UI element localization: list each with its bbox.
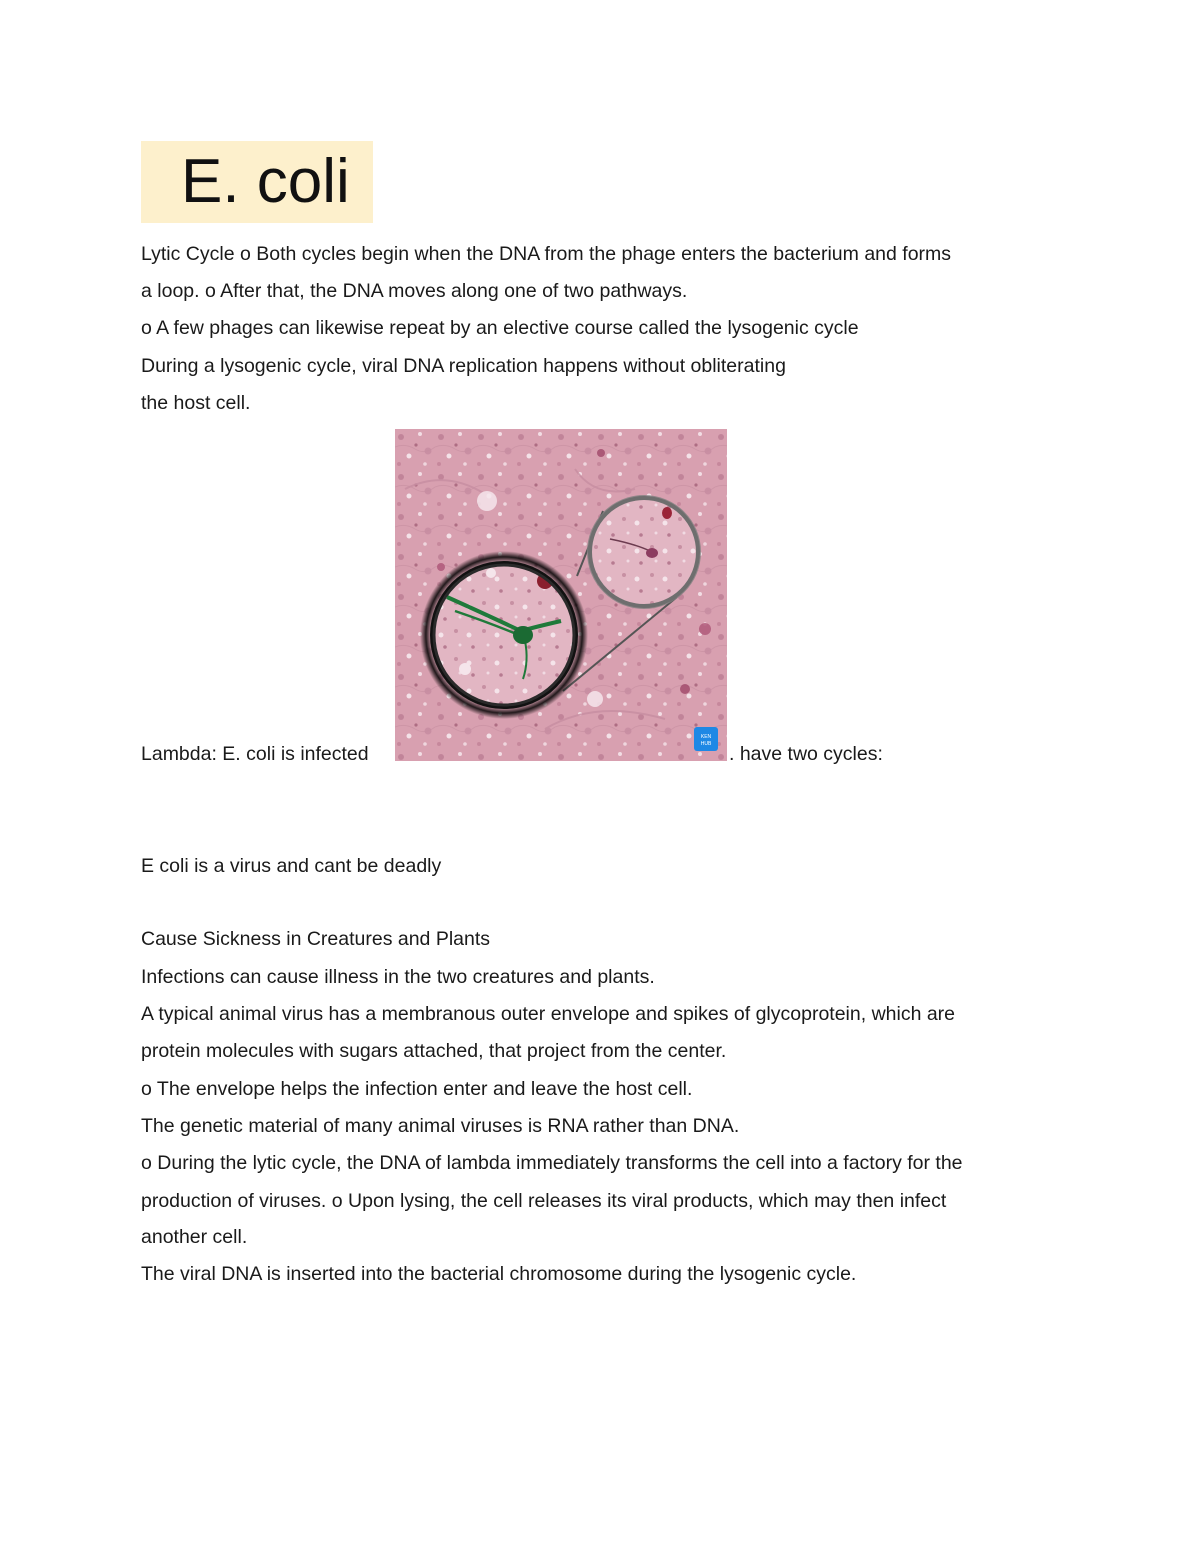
title-highlight — [141, 141, 373, 223]
section-heading: Cause Sickness in Creatures and Plants — [141, 928, 491, 950]
kenhub-logo-text: KEN — [700, 734, 712, 740]
lambda-text-after: . have two cycles: — [729, 743, 883, 765]
paragraph-line: o The envelope helps the infection enter and leave the host cell. — [141, 1078, 693, 1100]
paragraph-line: o During the lytic cycle, the DNA of lambda immediately transforms the cell into a factory for the — [141, 1152, 963, 1174]
paragraph-line: a loop. o After that, the DNA moves along one of two pathways. — [141, 280, 688, 302]
paragraph-line: production of viruses. o Upon lysing, the cell releases its viral products, which may then infect — [141, 1190, 947, 1212]
paragraph-line: another cell. — [141, 1226, 248, 1248]
lambda-text-before: Lambda: E. coli is infected — [141, 743, 369, 765]
paragraph-line: During a lysogenic cycle, viral DNA replication happens without obliterating — [141, 355, 786, 377]
paragraph-line: protein molecules with sugars attached, that project from the center. — [141, 1040, 727, 1062]
paragraph-line: Infections can cause illness in the two creatures and plants. — [141, 966, 655, 988]
statement-line: E coli is a virus and cant be deadly — [141, 855, 442, 877]
paragraph-line: o A few phages can likewise repeat by an elective course called the lysogenic cycle — [141, 317, 859, 339]
paragraph-line: The viral DNA is inserted into the bacterial chromosome during the lysogenic cycle. — [141, 1263, 857, 1285]
kenhub-logo-text: HUB — [700, 741, 712, 747]
paragraph-line: Lytic Cycle o Both cycles begin when the DNA from the phage enters the bacterium and forms — [141, 243, 952, 265]
microscope-histology-image — [395, 429, 727, 761]
paragraph-line: The genetic material of many animal viruses is RNA rather than DNA. — [141, 1115, 740, 1137]
paragraph-line: the host cell. — [141, 392, 251, 414]
paragraph-line: A typical animal virus has a membranous outer envelope and spikes of glycoprotein, which are — [141, 1003, 956, 1025]
page-title: E. coli — [181, 147, 350, 216]
